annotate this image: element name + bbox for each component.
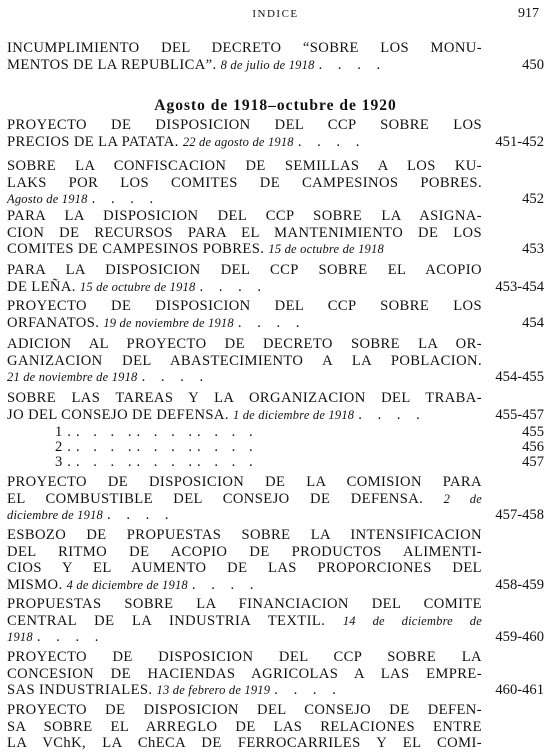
index-entry bbox=[7, 474, 482, 524]
index-entry bbox=[7, 40, 482, 73]
entry-date-end: diciembre de 1918 bbox=[7, 508, 103, 523]
entry-text-line: EL COMBUSTIBLE DEL CONSEJO DE DEFENSA. bbox=[7, 490, 424, 507]
index-entry bbox=[7, 390, 482, 423]
entry-pages: 460-461 bbox=[495, 682, 544, 698]
entry-text-line: PROPUESTAS SOBRE LA FINANCIACION DEL COMITE bbox=[7, 596, 482, 612]
entry-text-line: DE LEÑA. bbox=[7, 278, 76, 295]
dot-leader: . . . . bbox=[136, 454, 198, 470]
entry-pages: 452 bbox=[522, 191, 544, 207]
entry-pages: 450 bbox=[522, 57, 544, 73]
entry-pages: 458-459 bbox=[495, 577, 544, 593]
entry-text-line: PROYECTO DE DISPOSICION DEL CCP SOBRE LOS bbox=[7, 298, 482, 314]
dot-leader: . . . . bbox=[107, 507, 175, 524]
dot-leader: . . . . bbox=[197, 439, 258, 455]
entry-pages: 453 bbox=[522, 241, 544, 257]
index-entry bbox=[7, 527, 482, 593]
entry-pages: 451-452 bbox=[495, 134, 544, 150]
entry-pages: 454-455 bbox=[495, 369, 544, 385]
entry-pages: 454 bbox=[522, 315, 544, 331]
index-entry bbox=[7, 596, 482, 646]
entry-pages: 455-457 bbox=[495, 407, 544, 423]
entry-text-line: CONCESION DE HACIENDAS AGRICOLAS A LAS EMPRE- bbox=[7, 665, 482, 682]
entry-text-line: LAKS POR LOS COMITES DE CAMPESINOS POBRES. bbox=[7, 174, 482, 191]
entry-text-line: PROYECTO DE DISPOSICION DEL CCP SOBRE LA bbox=[7, 649, 482, 665]
dot-leader: . . . . bbox=[191, 576, 260, 593]
subentry-pages: 457 bbox=[522, 454, 544, 470]
entry-text-line: GANIZACION DEL ABASTECIMIENTO A LA POBLACION. bbox=[7, 352, 482, 369]
dot-leader: . . . . bbox=[274, 682, 342, 699]
dot-leader: . . . . bbox=[237, 314, 306, 331]
entry-text-line: PRECIOS DE LA PATATA. bbox=[7, 133, 179, 150]
entry-date: 15 de octubre de 1918 bbox=[79, 279, 196, 294]
entry-pages: 453-454 bbox=[495, 279, 544, 295]
subentry-pages: 456 bbox=[522, 439, 544, 455]
index-entry bbox=[7, 208, 482, 258]
entry-text-line: ADICION AL PROYECTO DE DECRETO SOBRE LA OR- bbox=[7, 336, 482, 352]
entry-text-line: LA VChK, LA ChECA DE FERROCARRILES Y EL COMI- bbox=[7, 735, 482, 752]
running-title: INDICE bbox=[252, 8, 299, 20]
entry-date: Agosto de 1918 bbox=[7, 192, 88, 207]
entry-text-line: ORFANATOS. bbox=[7, 314, 100, 331]
entry-date: 4 de diciembre de 1918 bbox=[66, 577, 188, 592]
dot-leader: . . . . bbox=[75, 424, 137, 440]
page-header bbox=[0, 6, 551, 26]
entry-pages: 459-460 bbox=[495, 629, 544, 645]
entry-date: 19 de noviembre de 1918 bbox=[103, 315, 234, 330]
subentry-label: 1. bbox=[55, 424, 76, 440]
dot-leader: . . . . bbox=[36, 629, 105, 646]
page-number: 917 bbox=[518, 6, 539, 21]
entry-text-line: SOBRE LAS TAREAS Y LA ORGANIZACION DEL TRABA- bbox=[7, 390, 482, 406]
entry-text-line: SA SOBRE EL ARREGLO DE LAS RELACIONES ENTRE bbox=[7, 718, 482, 735]
entry-date-start: 14 de diciembre de bbox=[342, 613, 482, 628]
subentry-pages: 455 bbox=[522, 424, 544, 440]
entry-date: 1 de diciembre de 1918 bbox=[232, 407, 355, 422]
entry-text-line: JO DEL CONSEJO DE DEFENSA. bbox=[7, 406, 229, 423]
entry-date: 8 de julio de 1918 bbox=[220, 57, 315, 72]
entry-text-line: DEL RITMO DE ACOPIO DE PRODUCTOS ALIMENTI- bbox=[7, 543, 482, 560]
entry-date: 22 de agosto de 1918 bbox=[182, 134, 294, 149]
entry-text-line: SOBRE LA CONFISCACION DE SEMILLAS A LOS KU- bbox=[7, 158, 482, 174]
index-entry bbox=[7, 117, 482, 150]
dot-leader: . . . . bbox=[199, 278, 268, 295]
subentry bbox=[55, 454, 258, 471]
entry-text-line: CION DE RECURSOS PARA EL MANTENIMIENTO DE LOS bbox=[7, 224, 482, 241]
index-entry bbox=[7, 649, 482, 699]
entry-date: 13 de febrero de 1919 bbox=[156, 683, 271, 698]
dot-leader: . . . . bbox=[136, 439, 198, 455]
entry-text-line: MENTOS DE LA REPUBLICA”. bbox=[7, 56, 217, 73]
entry-text-line: CIOS Y EL AUMENTO DE LAS PROPORCIONES DEL bbox=[7, 560, 482, 577]
subentry-label: 3. bbox=[55, 454, 76, 470]
entry-pages: 457-458 bbox=[495, 507, 544, 523]
entry-date-end: 1918 bbox=[7, 630, 33, 645]
entry-date-start: 2 de bbox=[443, 491, 482, 506]
subentry-label: 2. bbox=[55, 439, 76, 455]
dot-leader: . . . . bbox=[318, 56, 387, 73]
index-entry bbox=[7, 158, 482, 208]
dot-leader: . . . . bbox=[358, 406, 426, 423]
dot-leader: . . . . bbox=[136, 424, 198, 440]
index-entry bbox=[7, 298, 482, 331]
index-entry bbox=[7, 702, 482, 752]
dot-leader: . . . . bbox=[75, 439, 137, 455]
dot-leader: . . . . bbox=[75, 454, 137, 470]
entry-date: 15 de octubre de 1918 bbox=[268, 242, 384, 257]
entry-text-line: PROYECTO DE DISPOSICION DE LA COMISION PARA bbox=[7, 474, 482, 490]
entry-text-line: INCUMPLIMIENTO DEL DECRETO “SOBRE LOS MONU- bbox=[7, 40, 482, 56]
section-heading: Agosto de 1918–octubre de 1920 bbox=[154, 97, 397, 114]
entry-text-line: CENTRAL DE LA INDUSTRIA TEXTIL. bbox=[7, 612, 326, 629]
entry-text-line: SAS INDUSTRIALES. bbox=[7, 682, 153, 699]
entry-text-line: COMITES DE CAMPESINOS POBRES. bbox=[7, 241, 265, 258]
entry-text-line: PARA LA DISPOSICION DEL CCP SOBRE LA ASIGNA- bbox=[7, 208, 482, 224]
index-entry bbox=[7, 336, 482, 386]
entry-date: 21 de noviembre de 1918 bbox=[7, 370, 138, 385]
entry-text-line: PROYECTO DE DISPOSICION DEL CCP SOBRE LOS bbox=[7, 117, 482, 133]
dot-leader: . . . . bbox=[141, 369, 210, 386]
entry-text-line: MISMO. bbox=[7, 576, 63, 593]
entry-text-line: ESBOZO DE PROPUESTAS SOBRE LA INTENSIFICACION bbox=[7, 527, 482, 543]
entry-text-line: PARA LA DISPOSICION DEL CCP SOBRE EL ACOPIO bbox=[7, 262, 482, 278]
dot-leader: . . . . bbox=[91, 191, 160, 208]
entry-text-line: PROYECTO DE DISPOSICION DEL CONSEJO DE DEFEN- bbox=[7, 702, 482, 718]
index-entry bbox=[7, 262, 482, 295]
dot-leader: . . . . bbox=[197, 454, 258, 470]
dot-leader: . . . . bbox=[197, 424, 258, 440]
dot-leader: . . . . bbox=[297, 133, 366, 150]
